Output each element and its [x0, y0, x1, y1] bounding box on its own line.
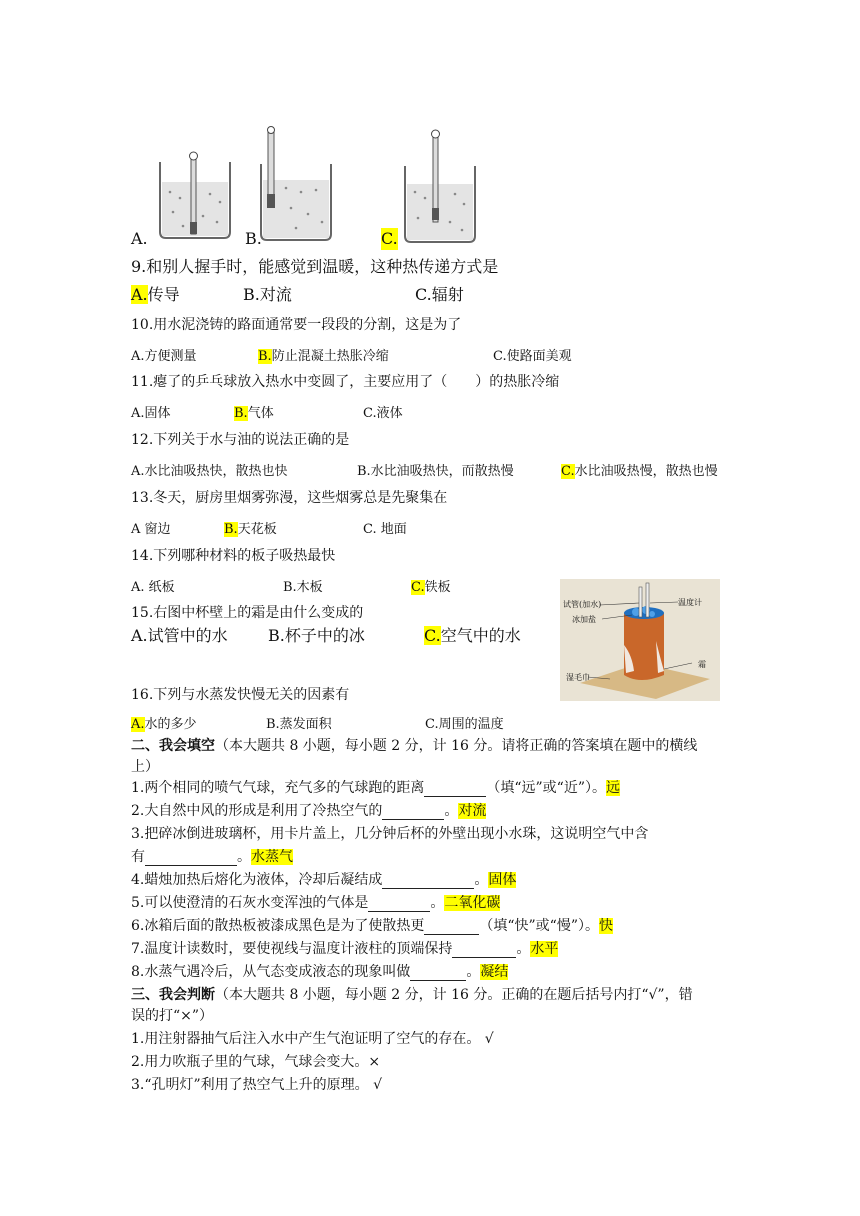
fill-item-7	[131, 940, 558, 958]
section-3-heading	[131, 986, 693, 1004]
q10-option-b-text: 防止混凝土热胀冷缩	[271, 349, 389, 364]
q11-option-c: C.液体	[363, 406, 403, 421]
fill-5-blank	[368, 897, 430, 912]
beaker-figure-c	[400, 126, 480, 248]
section-2-heading	[131, 737, 697, 755]
answer-highlight: B.	[234, 406, 248, 421]
q15-option-a: A.试管中的水	[131, 626, 228, 645]
q11-option-b	[234, 402, 274, 421]
q14-option-c	[411, 576, 451, 595]
q13-option-b	[224, 518, 277, 537]
fill-item-5	[131, 894, 500, 912]
q12-option-b: B.水比油吸热快，而散热慢	[357, 464, 514, 479]
q10-stem: 10.用水泥浇铸的路面通常要一段段的分割，这是为了	[131, 317, 462, 333]
q9-option-b: B.对流	[243, 285, 292, 304]
fill-8-answer: 凝结	[480, 964, 509, 980]
section-2-note: （本大题共 8 小题，每小题 2 分，计 16 分。请将正确的答案填在题中的横线	[215, 738, 698, 754]
section-3-title: 三、我会判断	[131, 987, 215, 1003]
answer-highlight: B.	[224, 522, 238, 537]
q15-option-b: B.杯子中的冰	[268, 626, 365, 645]
fill-2-blank	[382, 805, 444, 820]
fill-4-blank	[382, 874, 474, 889]
fill-8-blank	[410, 966, 466, 981]
q16-option-b: B.蒸发面积	[266, 717, 332, 732]
q16-option-c: C.周围的温度	[425, 717, 504, 732]
fill-item-6	[131, 917, 613, 935]
q8-option-c: C.	[381, 229, 398, 248]
q10-option-a: A.方便测量	[131, 349, 197, 364]
q12-option-c	[561, 460, 718, 479]
answer-highlight: C.	[424, 626, 441, 645]
fill-1-text: 1.两个相同的喷气气球，充气多的气球跑的距离	[131, 780, 425, 796]
q9-option-a	[131, 284, 180, 306]
fill-8-text: 8.水蒸气遇冷后，从气态变成液态的现象叫做	[131, 964, 411, 980]
fill-item-3-cont	[131, 848, 293, 866]
fill-item-8	[131, 963, 508, 981]
q16-stem: 16.下列与水蒸发快慢无关的因素有	[131, 687, 350, 703]
fill-7-text: 7.温度计读数时，要使视线与温度计液柱的顶端保持	[131, 941, 453, 957]
q13-stem: 13.冬天，厨房里烟雾弥漫，这些烟雾总是先聚集在	[131, 490, 448, 506]
q12-option-a: A.水比油吸热快，散热也快	[131, 464, 288, 479]
answer-highlight: C.	[411, 580, 425, 595]
q14-option-b: B.木板	[283, 580, 323, 595]
fill-6-answer: 快	[599, 918, 613, 934]
q14-option-a: A. 纸板	[131, 580, 175, 595]
q8-option-b: B.	[245, 229, 262, 248]
fill-5-text: 5.可以使澄清的石灰水变浑浊的气体是	[131, 895, 369, 911]
figure-label-towel: 湿毛巾	[566, 673, 590, 682]
fill-4-answer: 固体	[488, 872, 517, 888]
frost-experiment-figure	[560, 579, 720, 701]
q12-option-c-text: 水比油吸热慢，散热也慢	[574, 464, 718, 479]
judge-item-2: 2.用力吹瓶子里的气球，气球会变大。×	[131, 1054, 381, 1070]
fill-6-text: 6.冰箱后面的散热板被漆成黑色是为了使散热更	[131, 918, 425, 934]
q13-option-a: A 窗边	[131, 522, 171, 537]
fill-4-text: 4.蜡烛加热后熔化为液体，冷却后凝结成	[131, 872, 383, 888]
q12-stem: 12.下列关于水与油的说法正确的是	[131, 432, 350, 448]
q11-stem: 11.瘪了的乒乓球放入热水中变圆了，主要应用了（ ）的热胀冷缩	[131, 374, 560, 390]
q9-option-a-text: 传导	[147, 285, 180, 304]
q10-option-b	[258, 345, 389, 364]
fill-2-text: 2.大自然中风的形成是利用了冷热空气的	[131, 803, 383, 819]
figure-label-ice: 冰加盐	[572, 615, 596, 624]
figure-label-tube: 试管(加水)	[563, 600, 602, 609]
q13-option-b-text: 天花板	[237, 522, 277, 537]
fill-6-blank	[424, 920, 479, 935]
fill-4-suffix: 。	[474, 872, 489, 888]
fill-1-blank	[424, 782, 486, 797]
judge-item-3: 3.“孔明灯”利用了热空气上升的原理。 √	[131, 1077, 383, 1093]
q16-option-a-text: 水的多少	[144, 717, 197, 732]
fill-2-answer: 对流	[458, 803, 487, 819]
q14-option-c-text: 铁板	[424, 580, 451, 595]
figure-label-thermometer: 温度计	[678, 598, 702, 607]
fill-3-blank	[145, 851, 237, 866]
q9-stem: 9.和别人握手时，能感觉到温暖，这种热传递方式是	[131, 257, 499, 276]
q11-option-a: A.固体	[131, 406, 171, 421]
fill-7-suffix: 。	[516, 941, 531, 957]
judge-item-1: 1.用注射器抽气后注入水中产生气泡证明了空气的存在。 √	[131, 1031, 494, 1047]
q14-stem: 14.下列哪种材料的板子吸热最快	[131, 548, 336, 564]
answer-highlight: B.	[258, 349, 272, 364]
answer-highlight: A.	[131, 717, 145, 732]
q9-option-c: C.辐射	[415, 285, 464, 304]
fill-2-suffix: 。	[444, 803, 459, 819]
fill-7-blank	[452, 943, 516, 958]
q10-option-c: C.使路面美观	[493, 349, 572, 364]
q16-option-a	[131, 713, 197, 732]
beaker-figure-a	[155, 150, 235, 244]
fill-item-3: 3.把碎冰倒进玻璃杯，用卡片盖上，几分钟后杯的外壁出现小水珠，这说明空气中含	[131, 826, 649, 842]
fill-1-answer: 远	[606, 780, 620, 796]
q11-option-b-text: 气体	[247, 406, 274, 421]
figure-label-frost: 霜	[698, 660, 706, 669]
beaker-figure-b	[256, 122, 336, 246]
fill-item-4	[131, 871, 516, 889]
section-3-note-cont: 误的打“×”）	[131, 1008, 214, 1024]
q8-option-a: A.	[131, 229, 148, 248]
fill-3-suffix: 。	[237, 849, 251, 865]
section-3-note: （本大题共 8 小题，每小题 2 分，计 16 分。正确的在题后括号内打“√”，错	[215, 987, 693, 1003]
fill-3-answer: 水蒸气	[251, 849, 293, 865]
q15-stem: 15.右图中杯壁上的霜是由什么变成的	[131, 605, 364, 621]
q13-option-c: C. 地面	[363, 522, 407, 537]
fill-item-2	[131, 802, 486, 820]
fill-5-answer: 二氧化碳	[444, 895, 501, 911]
answer-highlight: A.	[131, 285, 148, 304]
fill-item-1	[131, 779, 620, 797]
fill-3-text: 有	[131, 849, 145, 865]
fill-1-suffix: （填“远”或“近”）。	[486, 780, 606, 796]
q15-option-c	[424, 625, 521, 647]
answer-highlight: C.	[561, 464, 575, 479]
fill-5-suffix: 。	[430, 895, 445, 911]
q15-option-c-text: 空气中的水	[440, 626, 521, 645]
section-2-title: 二、我会填空	[131, 738, 215, 754]
section-2-note-cont: 上）	[131, 759, 159, 775]
fill-6-suffix: （填“快”或“慢”）。	[479, 918, 599, 934]
fill-7-answer: 水平	[530, 941, 559, 957]
fill-8-suffix: 。	[466, 964, 481, 980]
